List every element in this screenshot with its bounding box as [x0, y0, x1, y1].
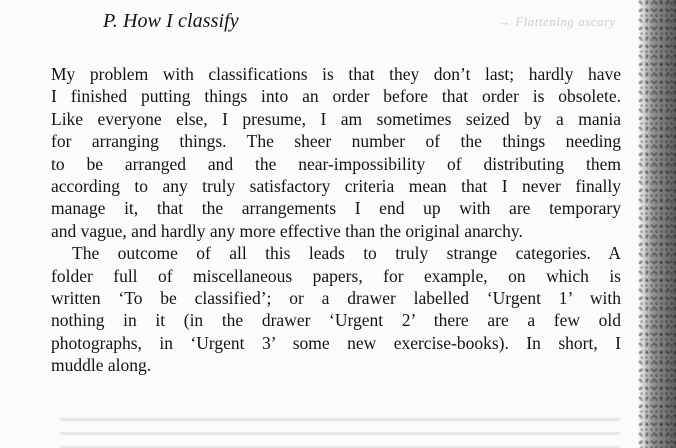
text-line: photographs, in ‘Urgent 3’ some new exercise-books). In short, I — [51, 332, 621, 353]
section-heading: P. How I classify — [103, 10, 239, 32]
text-line: nothing in it (in the drawer ‘Urgent 2’ there are a few old — [51, 310, 621, 331]
text-line: written ‘To be classified’; or a drawer labelled ‘Urgent 1’ with — [51, 287, 621, 308]
text-line: manage it, that the arrangements I end up with are temporary — [51, 198, 621, 219]
text-line: according to any truly satisfactory criteria mean that I never finally — [51, 175, 621, 196]
text-line: muddle along. — [51, 355, 152, 376]
text-line: to be arranged and the near-impossibility of distributing them — [51, 153, 621, 174]
bleed-through-lines — [60, 418, 620, 448]
text-line: The outcome of all this leads to truly strange categories. A — [72, 243, 621, 264]
bleed-through-header: → Flattening ascary — [498, 14, 616, 29]
body-text — [51, 63, 621, 376]
page-gutter-shadow — [638, 0, 676, 448]
text-line: for arranging things. The sheer number of the things needing — [51, 131, 621, 152]
text-line: My problem with classifications is that they don’t last; hardly have — [51, 64, 621, 84]
text-line: I finished putting things into an order before that order is obsolete. — [51, 86, 621, 107]
paragraph-2 — [51, 242, 621, 376]
text-line: Like everyone else, I presume, I am sometimes seized by a mania — [51, 108, 621, 129]
text-line: and vague, and hardly any more effective than the original anarchy. — [51, 220, 523, 241]
paragraph-1 — [51, 63, 621, 242]
text-line: folder full of miscellaneous papers, for example, on which is — [51, 265, 621, 286]
